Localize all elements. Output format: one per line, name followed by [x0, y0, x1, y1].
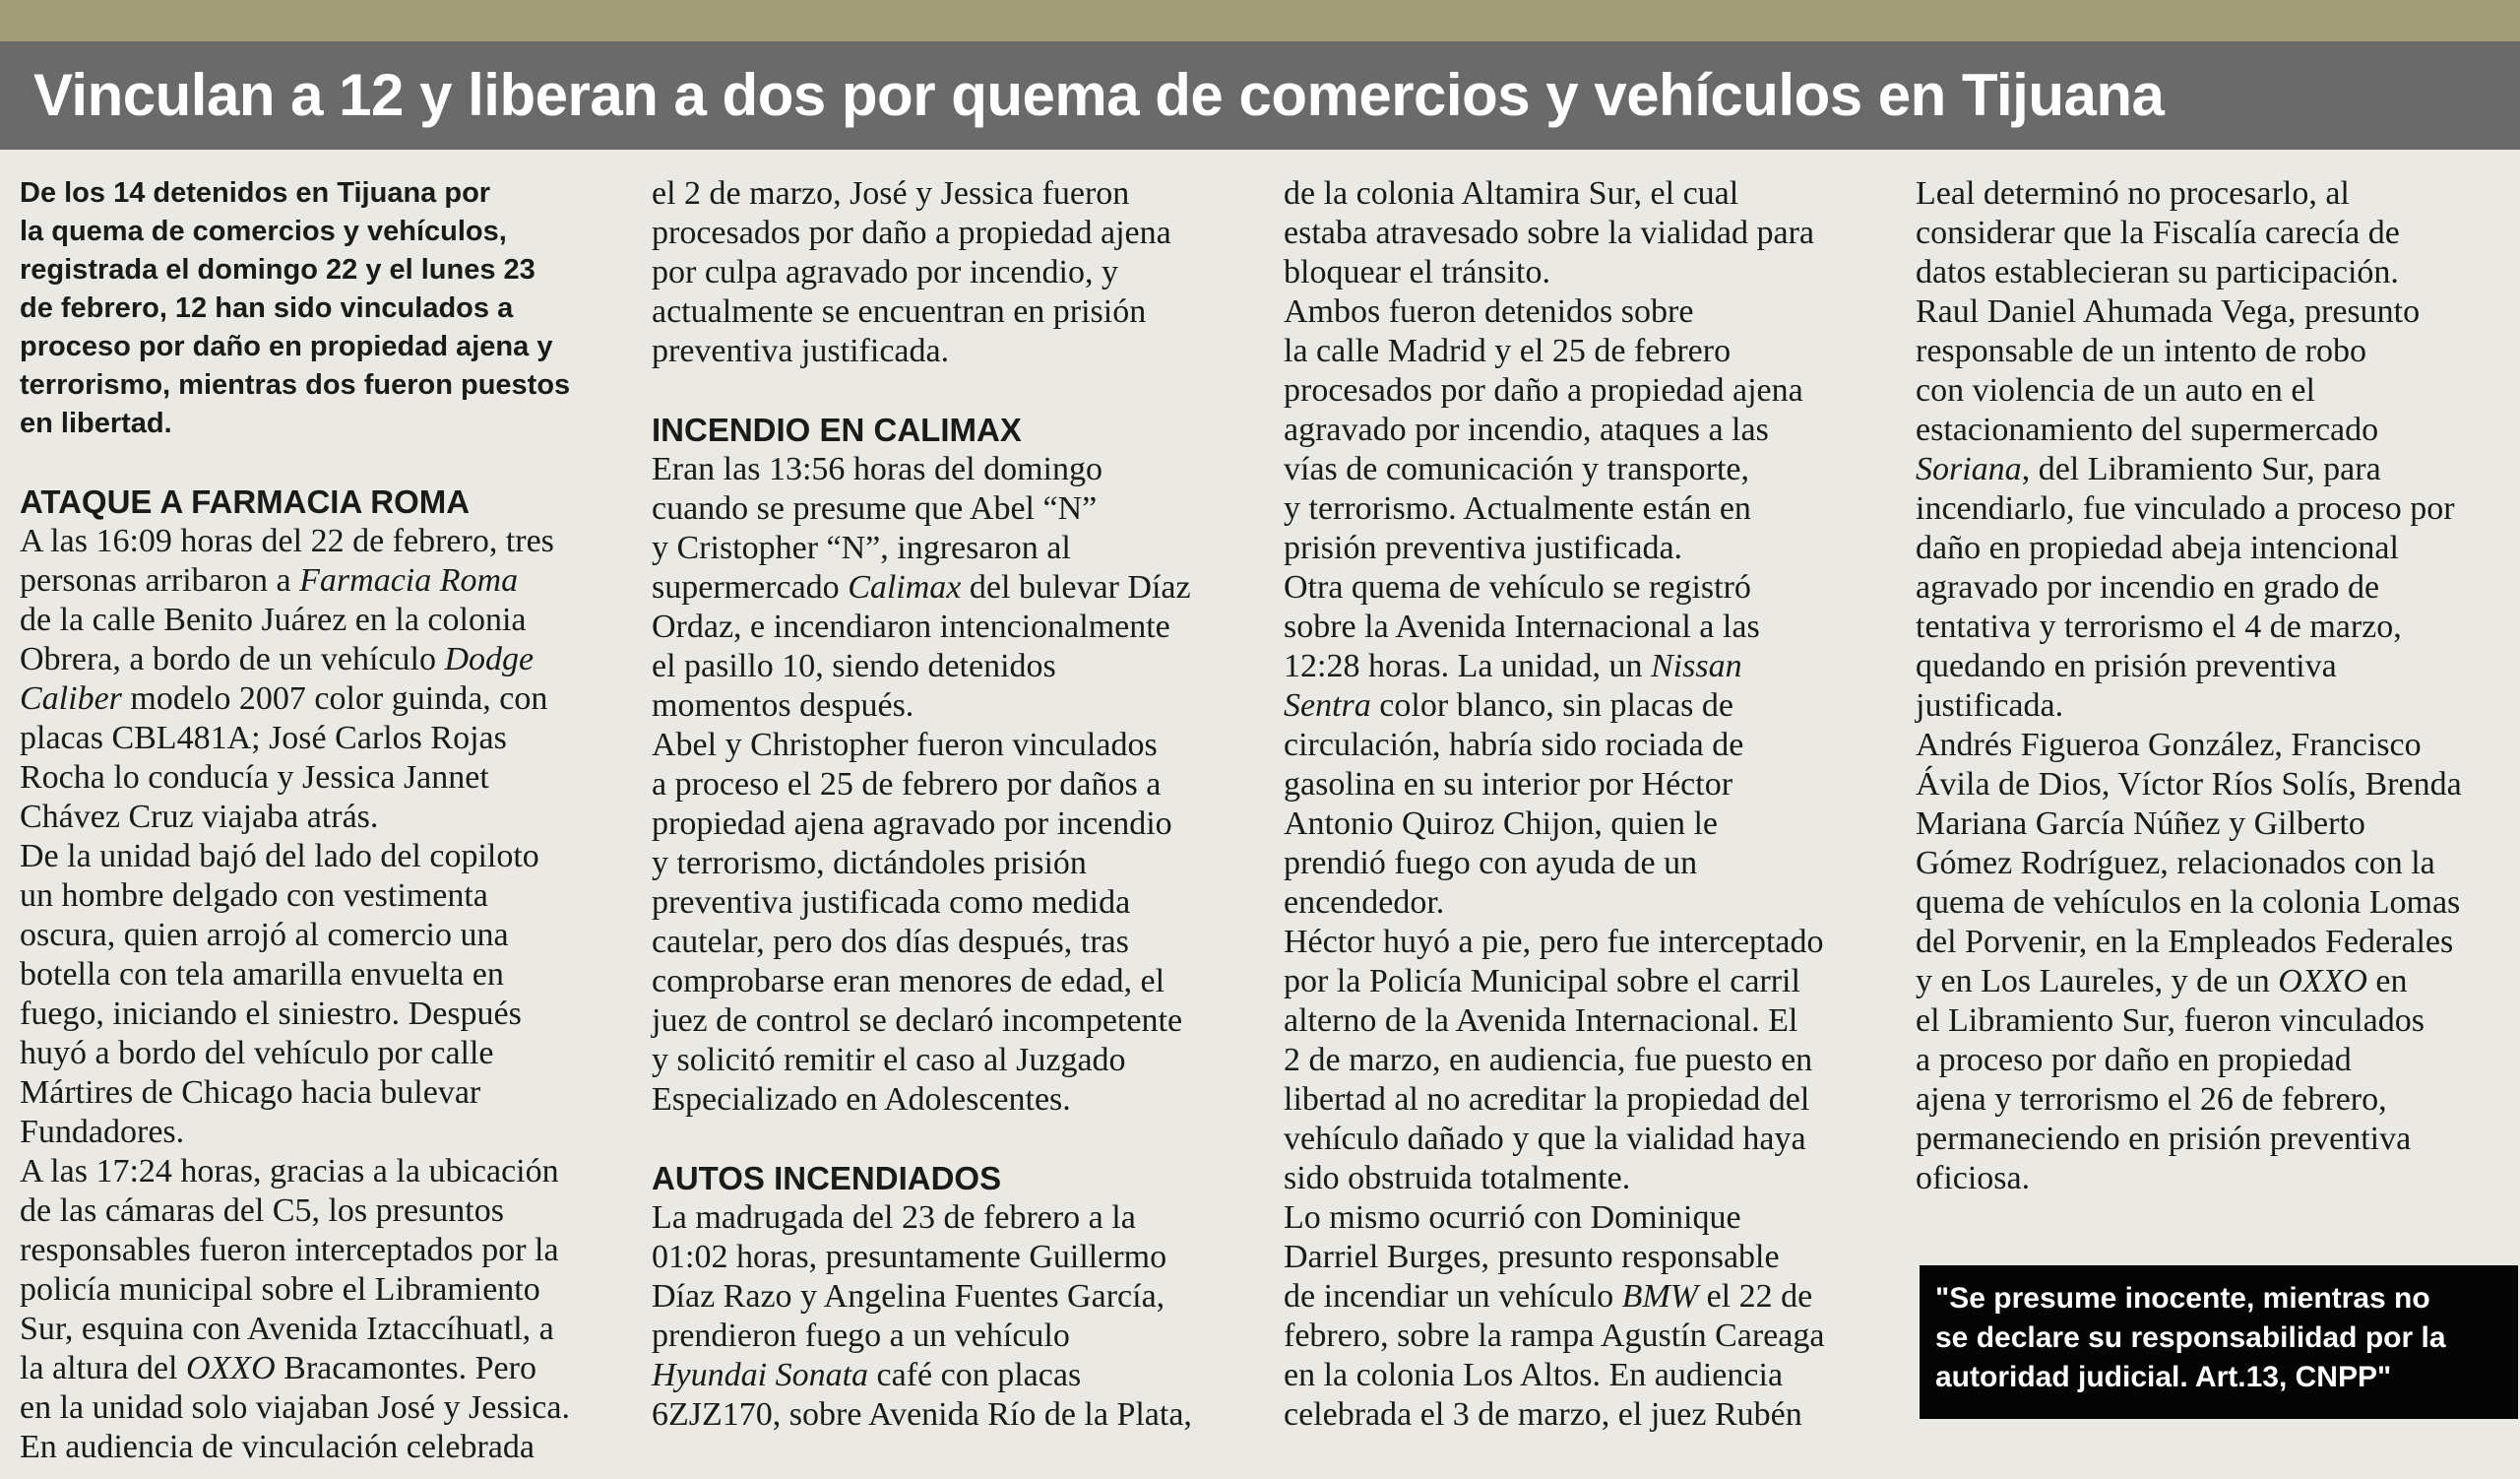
text-line: gasolina en su interior por Héctor	[1284, 766, 1733, 803]
column-3	[1284, 174, 1894, 1435]
text-line: ajena y terrorismo el 26 de febrero,	[1916, 1081, 2387, 1118]
text-line: A las 16:09 horas del 22 de febrero, tres	[20, 523, 554, 559]
text-line: fuego, iniciando el siniestro. Después	[20, 996, 522, 1032]
quote-line: se declare su responsabilidad por la	[1935, 1321, 2446, 1354]
text-line: 01:02 horas, presuntamente Guillermo	[652, 1239, 1167, 1275]
text-line: febrero, sobre la rampa Agustín Careaga	[1284, 1318, 1825, 1354]
lead-paragraph	[20, 174, 630, 443]
text-line: quema de vehículos en la colonia Lomas	[1916, 884, 2461, 921]
lead-line: en libertad.	[20, 408, 172, 439]
text-line: agravado por incendio en grado de	[1916, 569, 2380, 606]
text-line: de la colonia Altamira Sur, el cual	[1284, 175, 1739, 212]
text-line: cautelar, pero dos días después, tras	[652, 924, 1129, 960]
text-line: a proceso por daño en propiedad	[1916, 1042, 2352, 1078]
text-line: de la calle Benito Juárez en la colonia	[20, 602, 527, 638]
text-line: del Porvenir, en la Empleados Federales	[1916, 924, 2454, 960]
text-line: 6ZJZ170, sobre Avenida Río de la Plata,	[652, 1396, 1192, 1433]
text-line: Lo mismo ocurrió con Dominique	[1284, 1199, 1741, 1236]
text-line: Rocha lo conducía y Jessica Jannet	[20, 759, 489, 796]
text-line: por culpa agravado por incendio, y	[652, 254, 1118, 290]
text-line: prendió fuego con ayuda de un	[1284, 845, 1698, 881]
text-line: y en Los Laureles, y de un OXXO en	[1916, 963, 2408, 999]
text-line: Sur, esquina con Avenida Iztaccíhuatl, a	[20, 1311, 554, 1347]
text-line: con violencia de un auto en el	[1916, 372, 2315, 409]
text-line: procesados por daño a propiedad ajena	[652, 215, 1171, 251]
quote-line: autoridad judicial. Art.13, CNPP"	[1935, 1361, 2392, 1393]
headline: Vinculan a 12 y liberan a dos por quema de comercios y vehículos en Tijuana	[33, 62, 2165, 128]
text-line: comprobarse eran menores de edad, el	[652, 963, 1166, 999]
text-line: tentativa y terrorismo el 4 de marzo,	[1916, 609, 2402, 645]
subheading-incendio-calimax: INCENDIO EN CALIMAX	[652, 412, 1022, 448]
text-line: Andrés Figueroa González, Francisco	[1916, 727, 2422, 763]
text-line: Soriana, del Libramiento Sur, para	[1916, 451, 2381, 487]
text-line: y Cristopher “N”, ingresaron al	[652, 530, 1071, 566]
text-line: sido obstruida totalmente.	[1284, 1160, 1631, 1196]
text-line: estaba atravesado sobre la vialidad para	[1284, 215, 1815, 251]
text-line: alterno de la Avenida Internacional. El	[1284, 1002, 1798, 1039]
text-line: Especializado en Adolescentes.	[652, 1081, 1071, 1118]
subheading-farmacia-roma: ATAQUE A FARMACIA ROMA	[20, 483, 471, 520]
text-line: y terrorismo. Actualmente están en	[1284, 490, 1751, 527]
column-1	[20, 174, 630, 1467]
text-line: responsable de un intento de robo	[1916, 333, 2366, 369]
quote-line: "Se presume inocente, mientras no	[1935, 1282, 2430, 1315]
text-line: y terrorismo, dictándoles prisión	[652, 845, 1087, 881]
text-line: Hyundai Sonata café con placas	[652, 1357, 1082, 1393]
text-line: Abel y Christopher fueron vinculados	[652, 727, 1158, 763]
text-line: prisión preventiva justificada.	[1284, 530, 1683, 566]
text-line: preventiva justificada.	[652, 333, 950, 369]
text-line: estacionamiento del supermercado	[1916, 412, 2379, 448]
text-line: procesados por daño a propiedad ajena	[1284, 372, 1803, 409]
text-line: placas CBL481A; José Carlos Rojas	[20, 720, 507, 756]
lead-line: la quema de comercios y vehículos,	[20, 216, 507, 247]
text-line: Ordaz, e incendiaron intencionalmente	[652, 609, 1170, 645]
text-line: actualmente se encuentran en prisión	[652, 293, 1147, 330]
text-line: Gómez Rodríguez, relacionados con la	[1916, 845, 2435, 881]
text-line: bloquear el tránsito.	[1284, 254, 1550, 290]
text-line: y solicitó remitir el caso al Juzgado	[652, 1042, 1126, 1078]
text-line: considerar que la Fiscalía carecía de	[1916, 215, 2400, 251]
text-line: Obrera, a bordo de un vehículo Dodge	[20, 641, 535, 677]
text-line: un hombre delgado con vestimenta	[20, 877, 488, 914]
text-line: datos establecieran su participación.	[1916, 254, 2399, 290]
text-line: oficiosa.	[1916, 1160, 2031, 1196]
text-line: justificada.	[1916, 687, 2064, 724]
text-line: la altura del OXXO Bracamontes. Pero	[20, 1350, 536, 1386]
text-line: 2 de marzo, en audiencia, fue puesto en	[1284, 1042, 1813, 1078]
text-line: de las cámaras del C5, los presuntos	[20, 1192, 504, 1229]
text-line: Ambos fueron detenidos sobre	[1284, 293, 1694, 330]
text-line: la calle Madrid y el 25 de febrero	[1284, 333, 1732, 369]
text-line: A las 17:24 horas, gracias a la ubicación	[20, 1153, 559, 1190]
text-line: Fundadores.	[20, 1114, 185, 1150]
text-line: en la unidad solo viajaban José y Jessica.	[20, 1389, 570, 1426]
text-line: Raul Daniel Ahumada Vega, presunto	[1916, 293, 2421, 330]
text-line: incendiarlo, fue vinculado a proceso por	[1916, 490, 2455, 527]
text-line: permaneciendo en prisión preventiva	[1916, 1121, 2412, 1157]
lead-line: proceso por daño en propiedad ajena y	[20, 331, 553, 362]
lead-line: de febrero, 12 han sido vinculados a	[20, 292, 514, 324]
text-line: libertad al no acreditar la propiedad del	[1284, 1081, 1810, 1118]
text-line: Mariana García Núñez y Gilberto	[1916, 805, 2365, 842]
text-line: Leal determinó no procesarlo, al	[1916, 175, 2350, 212]
article-body	[0, 150, 2520, 1479]
lead-line: De los 14 detenidos en Tijuana por	[20, 177, 491, 209]
pull-quote-box	[1920, 1265, 2518, 1419]
text-line: personas arribaron a Farmacia Roma	[20, 562, 519, 599]
text-line: huyó a bordo del vehículo por calle	[20, 1035, 494, 1071]
text-line: supermercado Calimax del bulevar Díaz	[652, 569, 1191, 606]
text-line: agravado por incendio, ataques a las	[1284, 412, 1769, 448]
text-line: cuando se presume que Abel “N”	[652, 490, 1098, 527]
text-line: oscura, quien arrojó al comercio una	[20, 917, 509, 953]
text-line: celebrada el 3 de marzo, el juez Rubén	[1284, 1396, 1802, 1433]
lead-line: registrada el domingo 22 y el lunes 23	[20, 254, 536, 286]
text-line: Otra quema de vehículo se registró	[1284, 569, 1751, 606]
text-line: Héctor huyó a pie, pero fue interceptado	[1284, 924, 1824, 960]
text-line: el Libramiento Sur, fueron vinculados	[1916, 1002, 2426, 1039]
text-line: juez de control se declaró incompetente	[652, 1002, 1183, 1039]
text-line: responsables fueron interceptados por la	[20, 1232, 559, 1268]
text-line: policía municipal sobre el Libramiento	[20, 1271, 540, 1308]
text-line: sobre la Avenida Internacional a las	[1284, 609, 1760, 645]
text-line: Darriel Burges, presunto responsable	[1284, 1239, 1780, 1275]
text-line: Antonio Quiroz Chijon, quien le	[1284, 805, 1719, 842]
text-line: a proceso el 25 de febrero por daños a	[652, 766, 1162, 803]
text-line: el pasillo 10, siendo detenidos	[652, 648, 1056, 684]
text-line: botella con tela amarilla envuelta en	[20, 956, 504, 993]
text-line: por la Policía Municipal sobre el carril	[1284, 963, 1800, 999]
text-line: Sentra color blanco, sin placas de	[1284, 687, 1733, 724]
text-line: el 2 de marzo, José y Jessica fueron	[652, 175, 1130, 212]
text-line: Ávila de Dios, Víctor Ríos Solís, Brenda	[1916, 766, 2462, 803]
text-line: Chávez Cruz viajaba atrás.	[20, 799, 379, 835]
body-text	[20, 522, 630, 1467]
text-line: daño en propiedad abeja intencional	[1916, 530, 2399, 566]
text-line: encendedor.	[1284, 884, 1445, 921]
headline-banner	[0, 41, 2520, 150]
text-line: 12:28 horas. La unidad, un Nissan	[1284, 648, 1742, 684]
text-line: momentos después.	[652, 687, 914, 724]
text-line: preventiva justificada como medida	[652, 884, 1131, 921]
text-line: prendieron fuego a un vehículo	[652, 1318, 1070, 1354]
text-line: En audiencia de vinculación celebrada	[20, 1429, 535, 1465]
text-line: quedando en prisión preventiva	[1916, 648, 2337, 684]
text-line: La madrugada del 23 de febrero a la	[652, 1199, 1136, 1236]
text-line: De la unidad bajó del lado del copiloto	[20, 838, 539, 874]
text-line: Eran las 13:56 horas del domingo	[652, 451, 1102, 487]
lead-line: terrorismo, mientras dos fueron puestos	[20, 369, 571, 401]
subheading-autos-incendiados: AUTOS INCENDIADOS	[652, 1160, 1002, 1196]
text-line: circulación, habría sido rociada de	[1284, 727, 1744, 763]
text-line: Mártires de Chicago hacia bulevar	[20, 1074, 481, 1111]
top-accent-bar	[0, 0, 2520, 41]
column-2	[652, 174, 1262, 1435]
text-line: de incendiar un vehículo BMW el 22 de	[1284, 1278, 1813, 1315]
text-line: Díaz Razo y Angelina Fuentes García,	[652, 1278, 1166, 1315]
text-line: vehículo dañado y que la vialidad haya	[1284, 1121, 1806, 1157]
column-4	[1916, 174, 2506, 1198]
text-line: Caliber modelo 2007 color guinda, con	[20, 680, 548, 717]
text-line: propiedad ajena agravado por incendio	[652, 805, 1172, 842]
text-line: vías de comunicación y transporte,	[1284, 451, 1750, 487]
text-line: en la colonia Los Altos. En audiencia	[1284, 1357, 1784, 1393]
